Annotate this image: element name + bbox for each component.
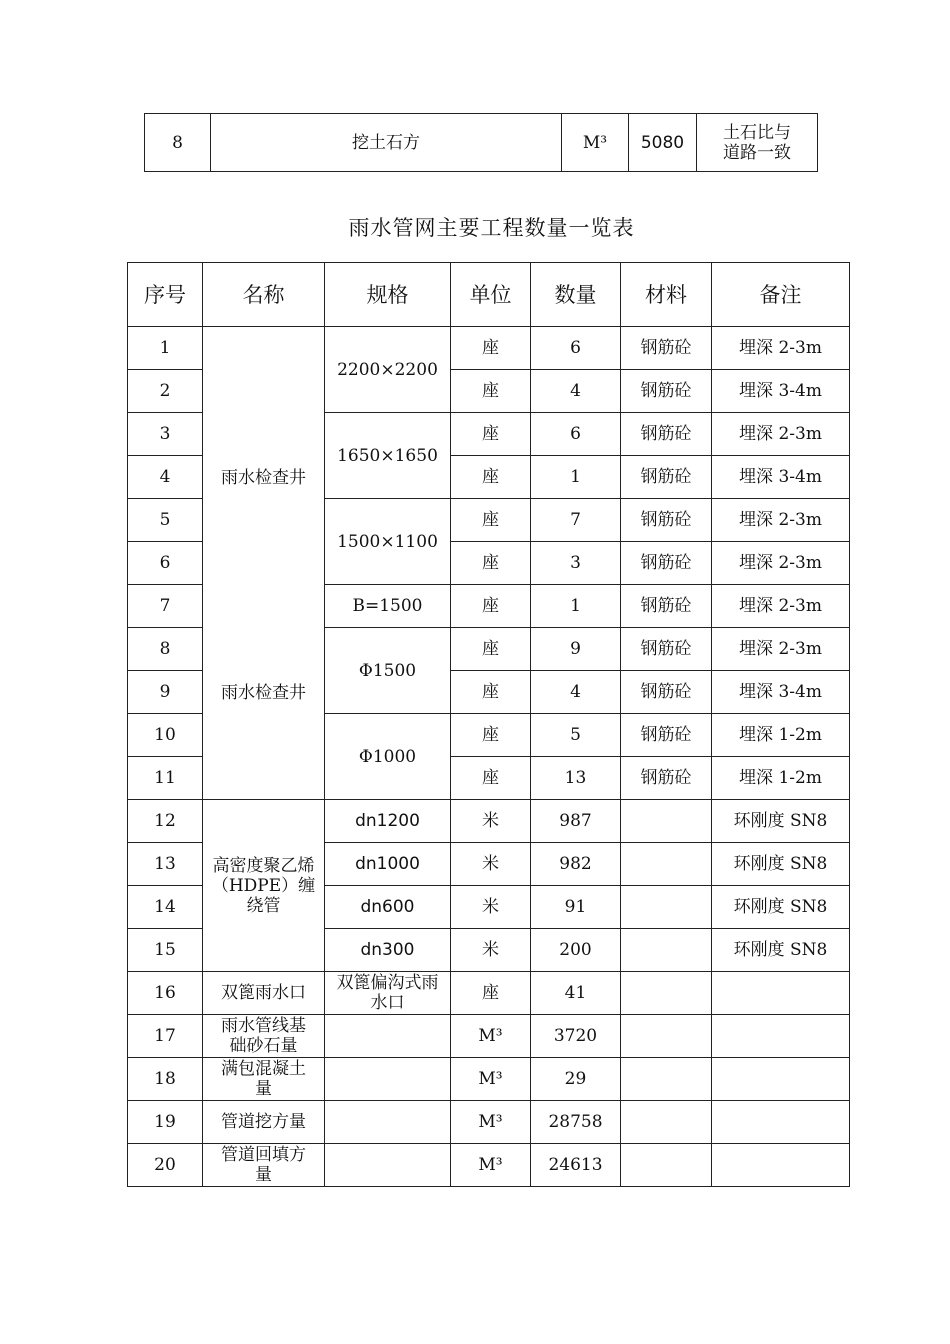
group-name-cell: 雨水检查井 xyxy=(203,628,325,800)
note: 环刚度 SN8 xyxy=(712,800,850,843)
row-number: 9 xyxy=(128,671,203,714)
unit: 座 xyxy=(451,413,531,456)
spec-cell: dn300 xyxy=(325,929,451,972)
material: 钢筋砼 xyxy=(621,585,712,628)
note: 埋深 2-3m xyxy=(712,585,850,628)
spec-cell: 双篦偏沟式雨水口 xyxy=(325,972,451,1015)
quantity: 29 xyxy=(531,1058,621,1101)
unit: 座 xyxy=(451,499,531,542)
material xyxy=(621,800,712,843)
note: 埋深 3-4m xyxy=(712,456,850,499)
note: 土石比与道路一致 xyxy=(697,114,818,172)
row-number: 4 xyxy=(128,456,203,499)
quantity: 9 xyxy=(531,628,621,671)
spec-cell: 1500×1100 xyxy=(325,499,451,585)
material xyxy=(621,1015,712,1058)
note: 环刚度 SN8 xyxy=(712,929,850,972)
quantity: 3 xyxy=(531,542,621,585)
table-row xyxy=(128,972,850,1015)
table-row xyxy=(128,800,850,843)
spec-cell xyxy=(325,1058,451,1101)
row-number: 5 xyxy=(128,499,203,542)
note xyxy=(712,1101,850,1144)
table-row xyxy=(128,1144,850,1187)
note: 埋深 2-3m xyxy=(712,499,850,542)
unit: 座 xyxy=(451,972,531,1015)
spec-cell: dn1200 xyxy=(325,800,451,843)
row-number: 8 xyxy=(128,628,203,671)
unit: 米 xyxy=(451,886,531,929)
group-name-cell: 雨水检查井 xyxy=(203,327,325,628)
note: 埋深 2-3m xyxy=(712,628,850,671)
unit: 座 xyxy=(451,714,531,757)
header-cell: 单位 xyxy=(451,263,531,327)
quantity: 5080 xyxy=(629,114,697,172)
header-cell: 材料 xyxy=(621,263,712,327)
spec-cell: Φ1000 xyxy=(325,714,451,800)
note xyxy=(712,1015,850,1058)
row-number: 13 xyxy=(128,843,203,886)
unit: 座 xyxy=(451,757,531,800)
quantity: 5 xyxy=(531,714,621,757)
quantity: 987 xyxy=(531,800,621,843)
row-number: 6 xyxy=(128,542,203,585)
material: 钢筋砼 xyxy=(621,327,712,370)
note xyxy=(712,1058,850,1101)
row-number: 17 xyxy=(128,1015,203,1058)
unit: M³ xyxy=(451,1015,531,1058)
material xyxy=(621,886,712,929)
spec-cell: 1650×1650 xyxy=(325,413,451,499)
quantity: 7 xyxy=(531,499,621,542)
note: 埋深 2-3m xyxy=(712,327,850,370)
quantity: 200 xyxy=(531,929,621,972)
unit: 座 xyxy=(451,585,531,628)
unit: 座 xyxy=(451,671,531,714)
row-number: 14 xyxy=(128,886,203,929)
unit: 座 xyxy=(451,370,531,413)
material: 钢筋砼 xyxy=(621,370,712,413)
material: 钢筋砼 xyxy=(621,499,712,542)
spec-cell: Φ1500 xyxy=(325,628,451,714)
table-row xyxy=(128,327,850,370)
item-name: 管道回填方量 xyxy=(203,1144,325,1187)
material: 钢筋砼 xyxy=(621,542,712,585)
note: 环刚度 SN8 xyxy=(712,843,850,886)
note: 环刚度 SN8 xyxy=(712,886,850,929)
item-name: 管道挖方量 xyxy=(203,1101,325,1144)
note: 埋深 1-2m xyxy=(712,757,850,800)
note: 埋深 2-3m xyxy=(712,542,850,585)
note: 埋深 1-2m xyxy=(712,714,850,757)
material: 钢筋砼 xyxy=(621,671,712,714)
item-name: 雨水管线基础砂石量 xyxy=(203,1015,325,1058)
row-number: 12 xyxy=(128,800,203,843)
material xyxy=(621,929,712,972)
quantity: 1 xyxy=(531,456,621,499)
material: 钢筋砼 xyxy=(621,456,712,499)
row-number: 20 xyxy=(128,1144,203,1187)
unit: 座 xyxy=(451,542,531,585)
unit: 座 xyxy=(451,628,531,671)
item-name: 满包混凝土量 xyxy=(203,1058,325,1101)
spec-cell xyxy=(325,1144,451,1187)
item-name: 双篦雨水口 xyxy=(203,972,325,1015)
table-row xyxy=(128,1101,850,1144)
table-row xyxy=(128,1058,850,1101)
material xyxy=(621,972,712,1015)
table-row xyxy=(128,1015,850,1058)
row-number: 10 xyxy=(128,714,203,757)
unit: M³ xyxy=(562,114,629,172)
table-row xyxy=(145,114,818,172)
quantity-table xyxy=(127,262,850,1187)
row-number: 11 xyxy=(128,757,203,800)
material: 钢筋砼 xyxy=(621,714,712,757)
quantity: 24613 xyxy=(531,1144,621,1187)
note: 埋深 3-4m xyxy=(712,671,850,714)
row-number: 16 xyxy=(128,972,203,1015)
item-name: 挖土石方 xyxy=(211,114,562,172)
note xyxy=(712,972,850,1015)
material xyxy=(621,1101,712,1144)
row-number: 19 xyxy=(128,1101,203,1144)
material: 钢筋砼 xyxy=(621,413,712,456)
unit: 座 xyxy=(451,327,531,370)
row-number: 8 xyxy=(145,114,211,172)
quantity: 41 xyxy=(531,972,621,1015)
header-cell: 名称 xyxy=(203,263,325,327)
spec-cell xyxy=(325,1015,451,1058)
quantity: 91 xyxy=(531,886,621,929)
top-table-fragment xyxy=(144,113,818,172)
row-number: 3 xyxy=(128,413,203,456)
quantity: 1 xyxy=(531,585,621,628)
header-cell: 规格 xyxy=(325,263,451,327)
unit: 米 xyxy=(451,929,531,972)
quantity: 28758 xyxy=(531,1101,621,1144)
quantity: 6 xyxy=(531,413,621,456)
row-number: 1 xyxy=(128,327,203,370)
material: 钢筋砼 xyxy=(621,628,712,671)
quantity: 3720 xyxy=(531,1015,621,1058)
material: 钢筋砼 xyxy=(621,757,712,800)
unit: M³ xyxy=(451,1058,531,1101)
spec-cell: B=1500 xyxy=(325,585,451,628)
quantity: 4 xyxy=(531,370,621,413)
note: 埋深 3-4m xyxy=(712,370,850,413)
table-row xyxy=(128,628,850,671)
spec-cell: 2200×2200 xyxy=(325,327,451,413)
material xyxy=(621,843,712,886)
table-header-row xyxy=(128,263,850,327)
unit: M³ xyxy=(451,1101,531,1144)
spec-cell: dn1000 xyxy=(325,843,451,886)
quantity: 982 xyxy=(531,843,621,886)
header-cell: 数量 xyxy=(531,263,621,327)
unit: 座 xyxy=(451,456,531,499)
quantity: 4 xyxy=(531,671,621,714)
spec-cell: dn600 xyxy=(325,886,451,929)
row-number: 7 xyxy=(128,585,203,628)
header-cell: 序号 xyxy=(128,263,203,327)
group-name-cell: 高密度聚乙烯（HDPE）缠绕管 xyxy=(203,800,325,972)
unit: 米 xyxy=(451,843,531,886)
material xyxy=(621,1144,712,1187)
table-title: 雨水管网主要工程数量一览表 xyxy=(348,216,635,240)
spec-cell xyxy=(325,1101,451,1144)
unit: M³ xyxy=(451,1144,531,1187)
header-cell: 备注 xyxy=(712,263,850,327)
note: 埋深 2-3m xyxy=(712,413,850,456)
quantity: 13 xyxy=(531,757,621,800)
note xyxy=(712,1144,850,1187)
unit: 米 xyxy=(451,800,531,843)
quantity: 6 xyxy=(531,327,621,370)
row-number: 18 xyxy=(128,1058,203,1101)
row-number: 2 xyxy=(128,370,203,413)
material xyxy=(621,1058,712,1101)
row-number: 15 xyxy=(128,929,203,972)
